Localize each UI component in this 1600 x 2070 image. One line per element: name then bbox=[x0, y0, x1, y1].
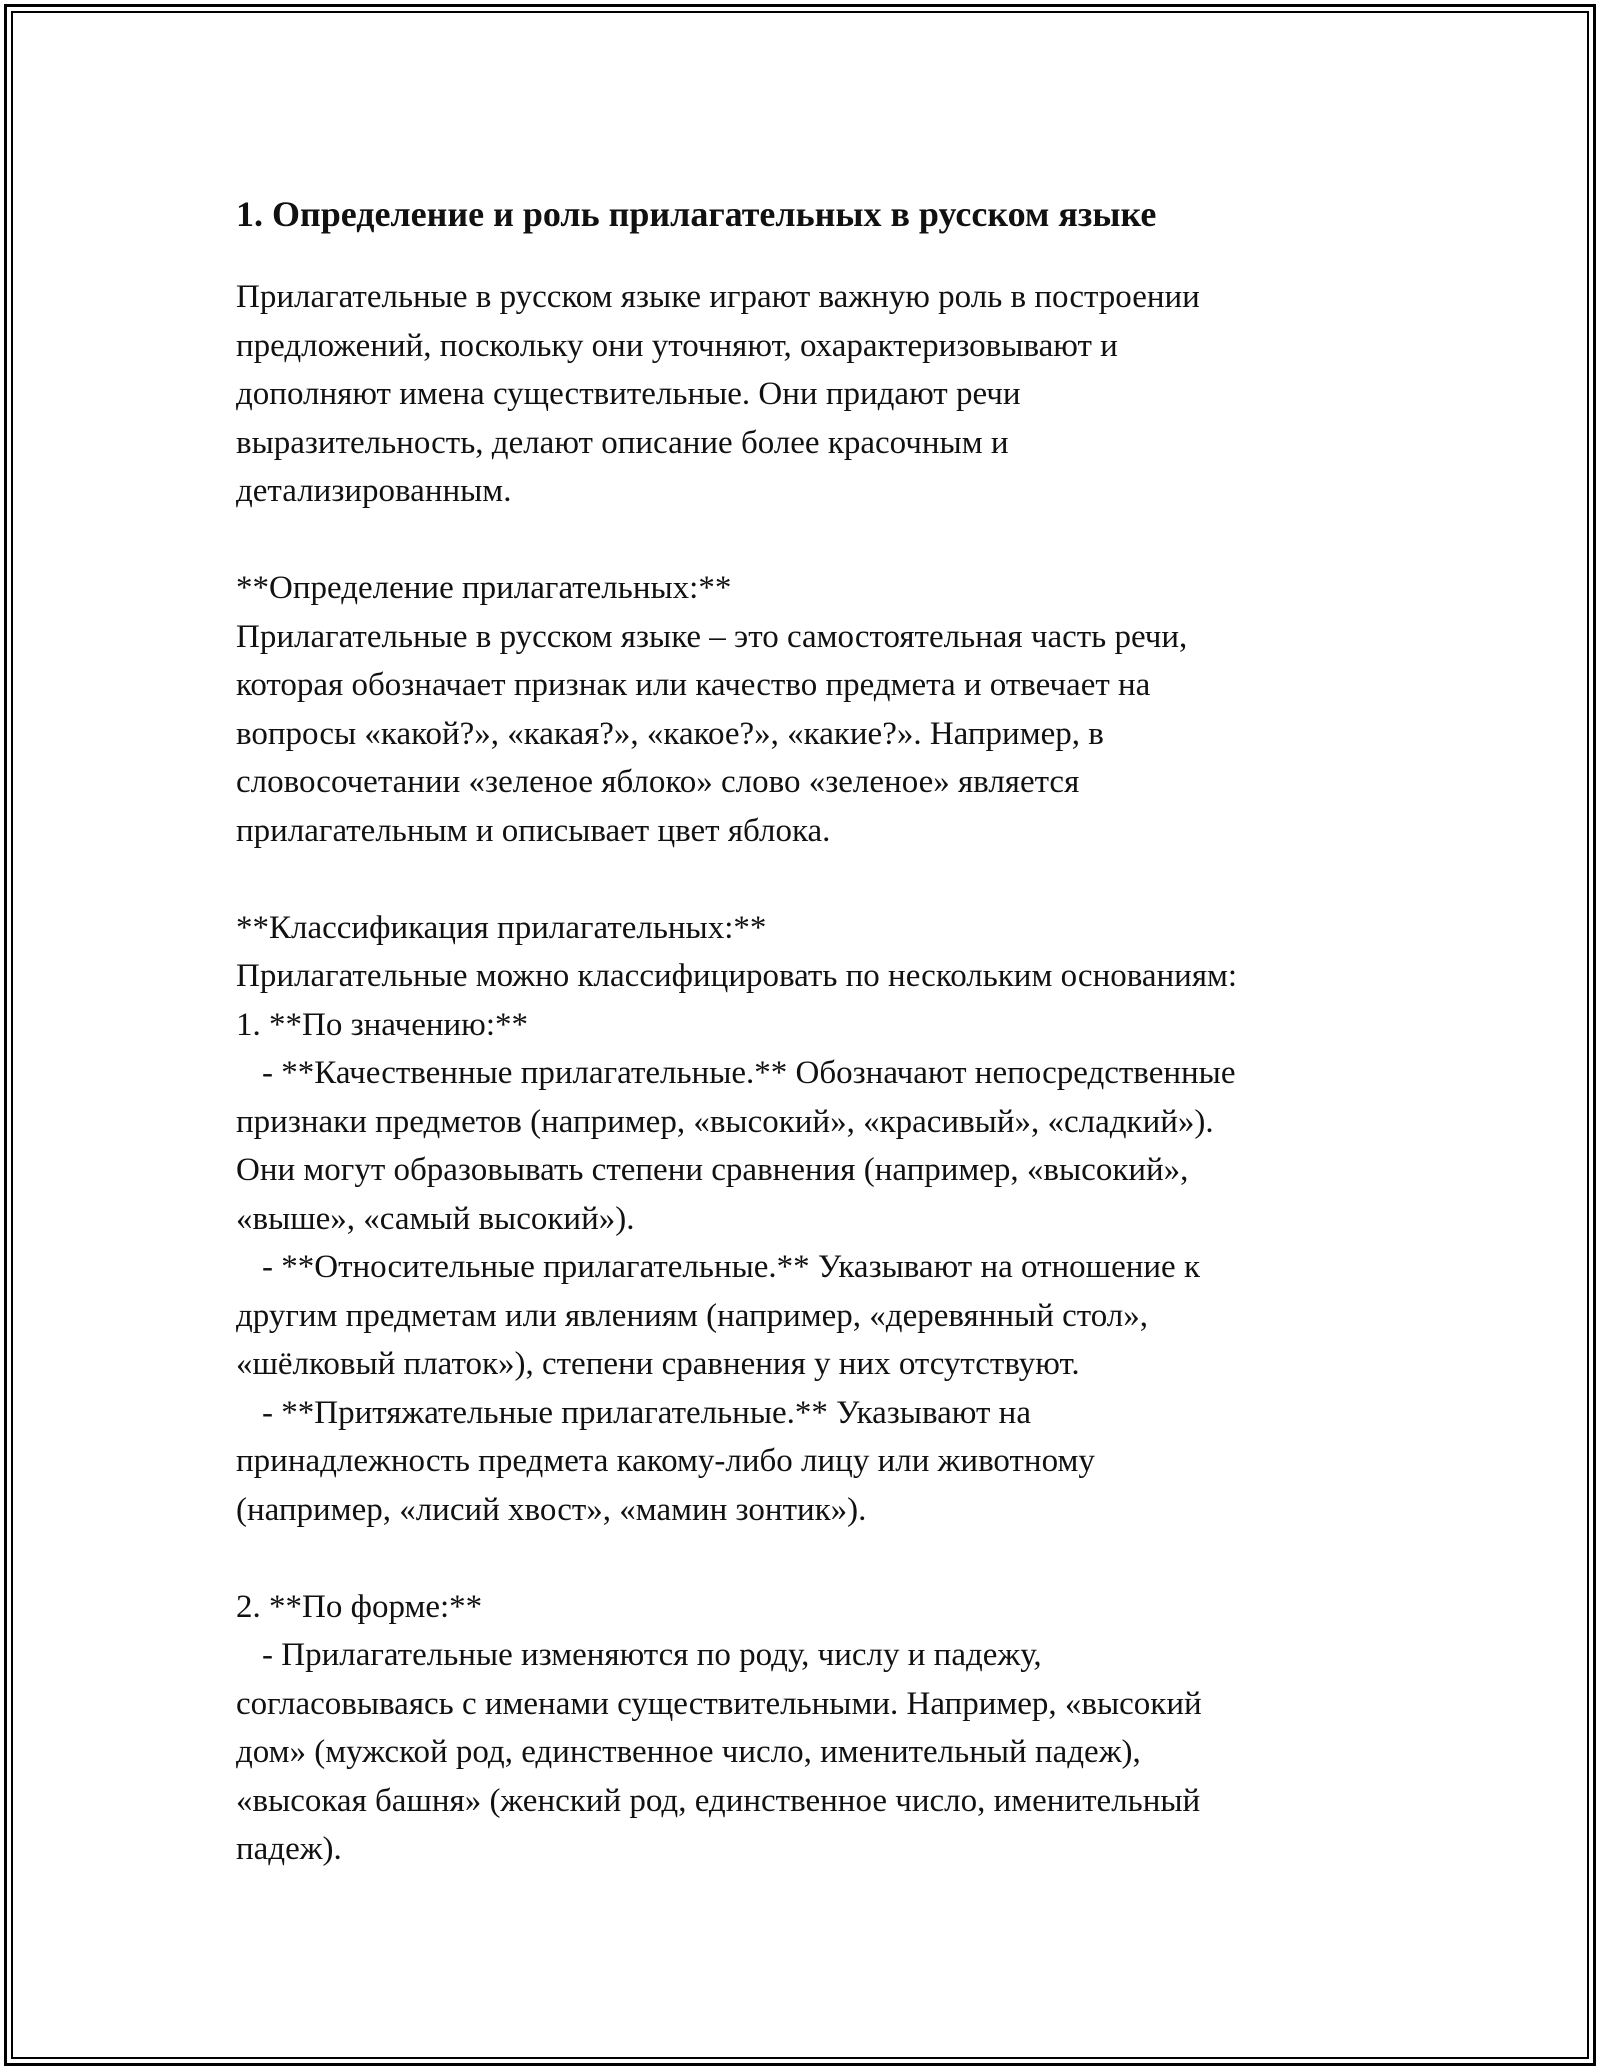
classification-intro: Прилагательные можно классифицировать по нескольким основаниям: bbox=[236, 958, 1238, 994]
intro-paragraph: Прилагательные в русском языке играют важную роль в построении предложений, поскольку они уточняют, охарактеризовывают и дополняют имена существительные. Они придают речи выразительность, делают описание более красочным и детализированным. bbox=[236, 279, 1200, 509]
definition-paragraph: Прилагательные в русском языке – это самостоятельная часть речи, которая обозначает признак или качество предмета и отвечает на вопросы «какой?», «какая?», «какое?», «какие?». Например, в словосочетании «зеленое яблоко» слово «зеленое» является прилагательным и описывает цвет яблока. bbox=[236, 618, 1188, 849]
paragraph-spacer bbox=[236, 1534, 1376, 1583]
possessive-item-first-line: - **Притяжательные прилагательные.** Указывают на bbox=[262, 1394, 1031, 1431]
document-title: 1. Определение и роль прилагательных в русском языке bbox=[236, 194, 1157, 234]
definition-heading: **Определение прилагательных:** bbox=[236, 570, 732, 606]
paragraph-spacer bbox=[236, 855, 1376, 904]
by-meaning-heading: 1. **По значению:** bbox=[236, 1006, 528, 1043]
classification-heading: **Классификация прилагательных:** bbox=[236, 909, 767, 946]
form-item-first-line: - Прилагательные изменяются по роду, числу и падежу, bbox=[262, 1637, 1042, 1673]
qualitative-item-text: признаки предметов (например, «высокий», «красивый», «сладкий»). Они могут образовывать степени сравнения (например, «высокий», «выше», «самый высокий»). bbox=[236, 1103, 1214, 1237]
qualitative-item-first-line: - **Качественные прилагательные.** Обозначают непосредственные bbox=[262, 1055, 1236, 1091]
relative-item-text: другим предметам или явлениям (например, «деревянный стол», «шёлковый платок»), степени сравнения у них отсутствуют. bbox=[236, 1297, 1149, 1382]
possessive-item-text: принадлежность предмета какому-либо лицу или животному (например, «лисий хвост», «мамин зонтик»). bbox=[236, 1443, 1095, 1528]
document-page bbox=[236, 183, 1376, 1874]
relative-item-first-line: - **Относительные прилагательные.** Указывают на отношение к bbox=[262, 1249, 1200, 1285]
form-item-text: согласовываясь с именами существительными. Например, «высокий дом» (мужской род, единственное число, именительный падеж), «высокая башня» (женский род, единственное число, именительный падеж). bbox=[236, 1685, 1202, 1867]
by-form-heading: 2. **По форме:** bbox=[236, 1588, 483, 1625]
paragraph-spacer bbox=[236, 516, 1376, 565]
